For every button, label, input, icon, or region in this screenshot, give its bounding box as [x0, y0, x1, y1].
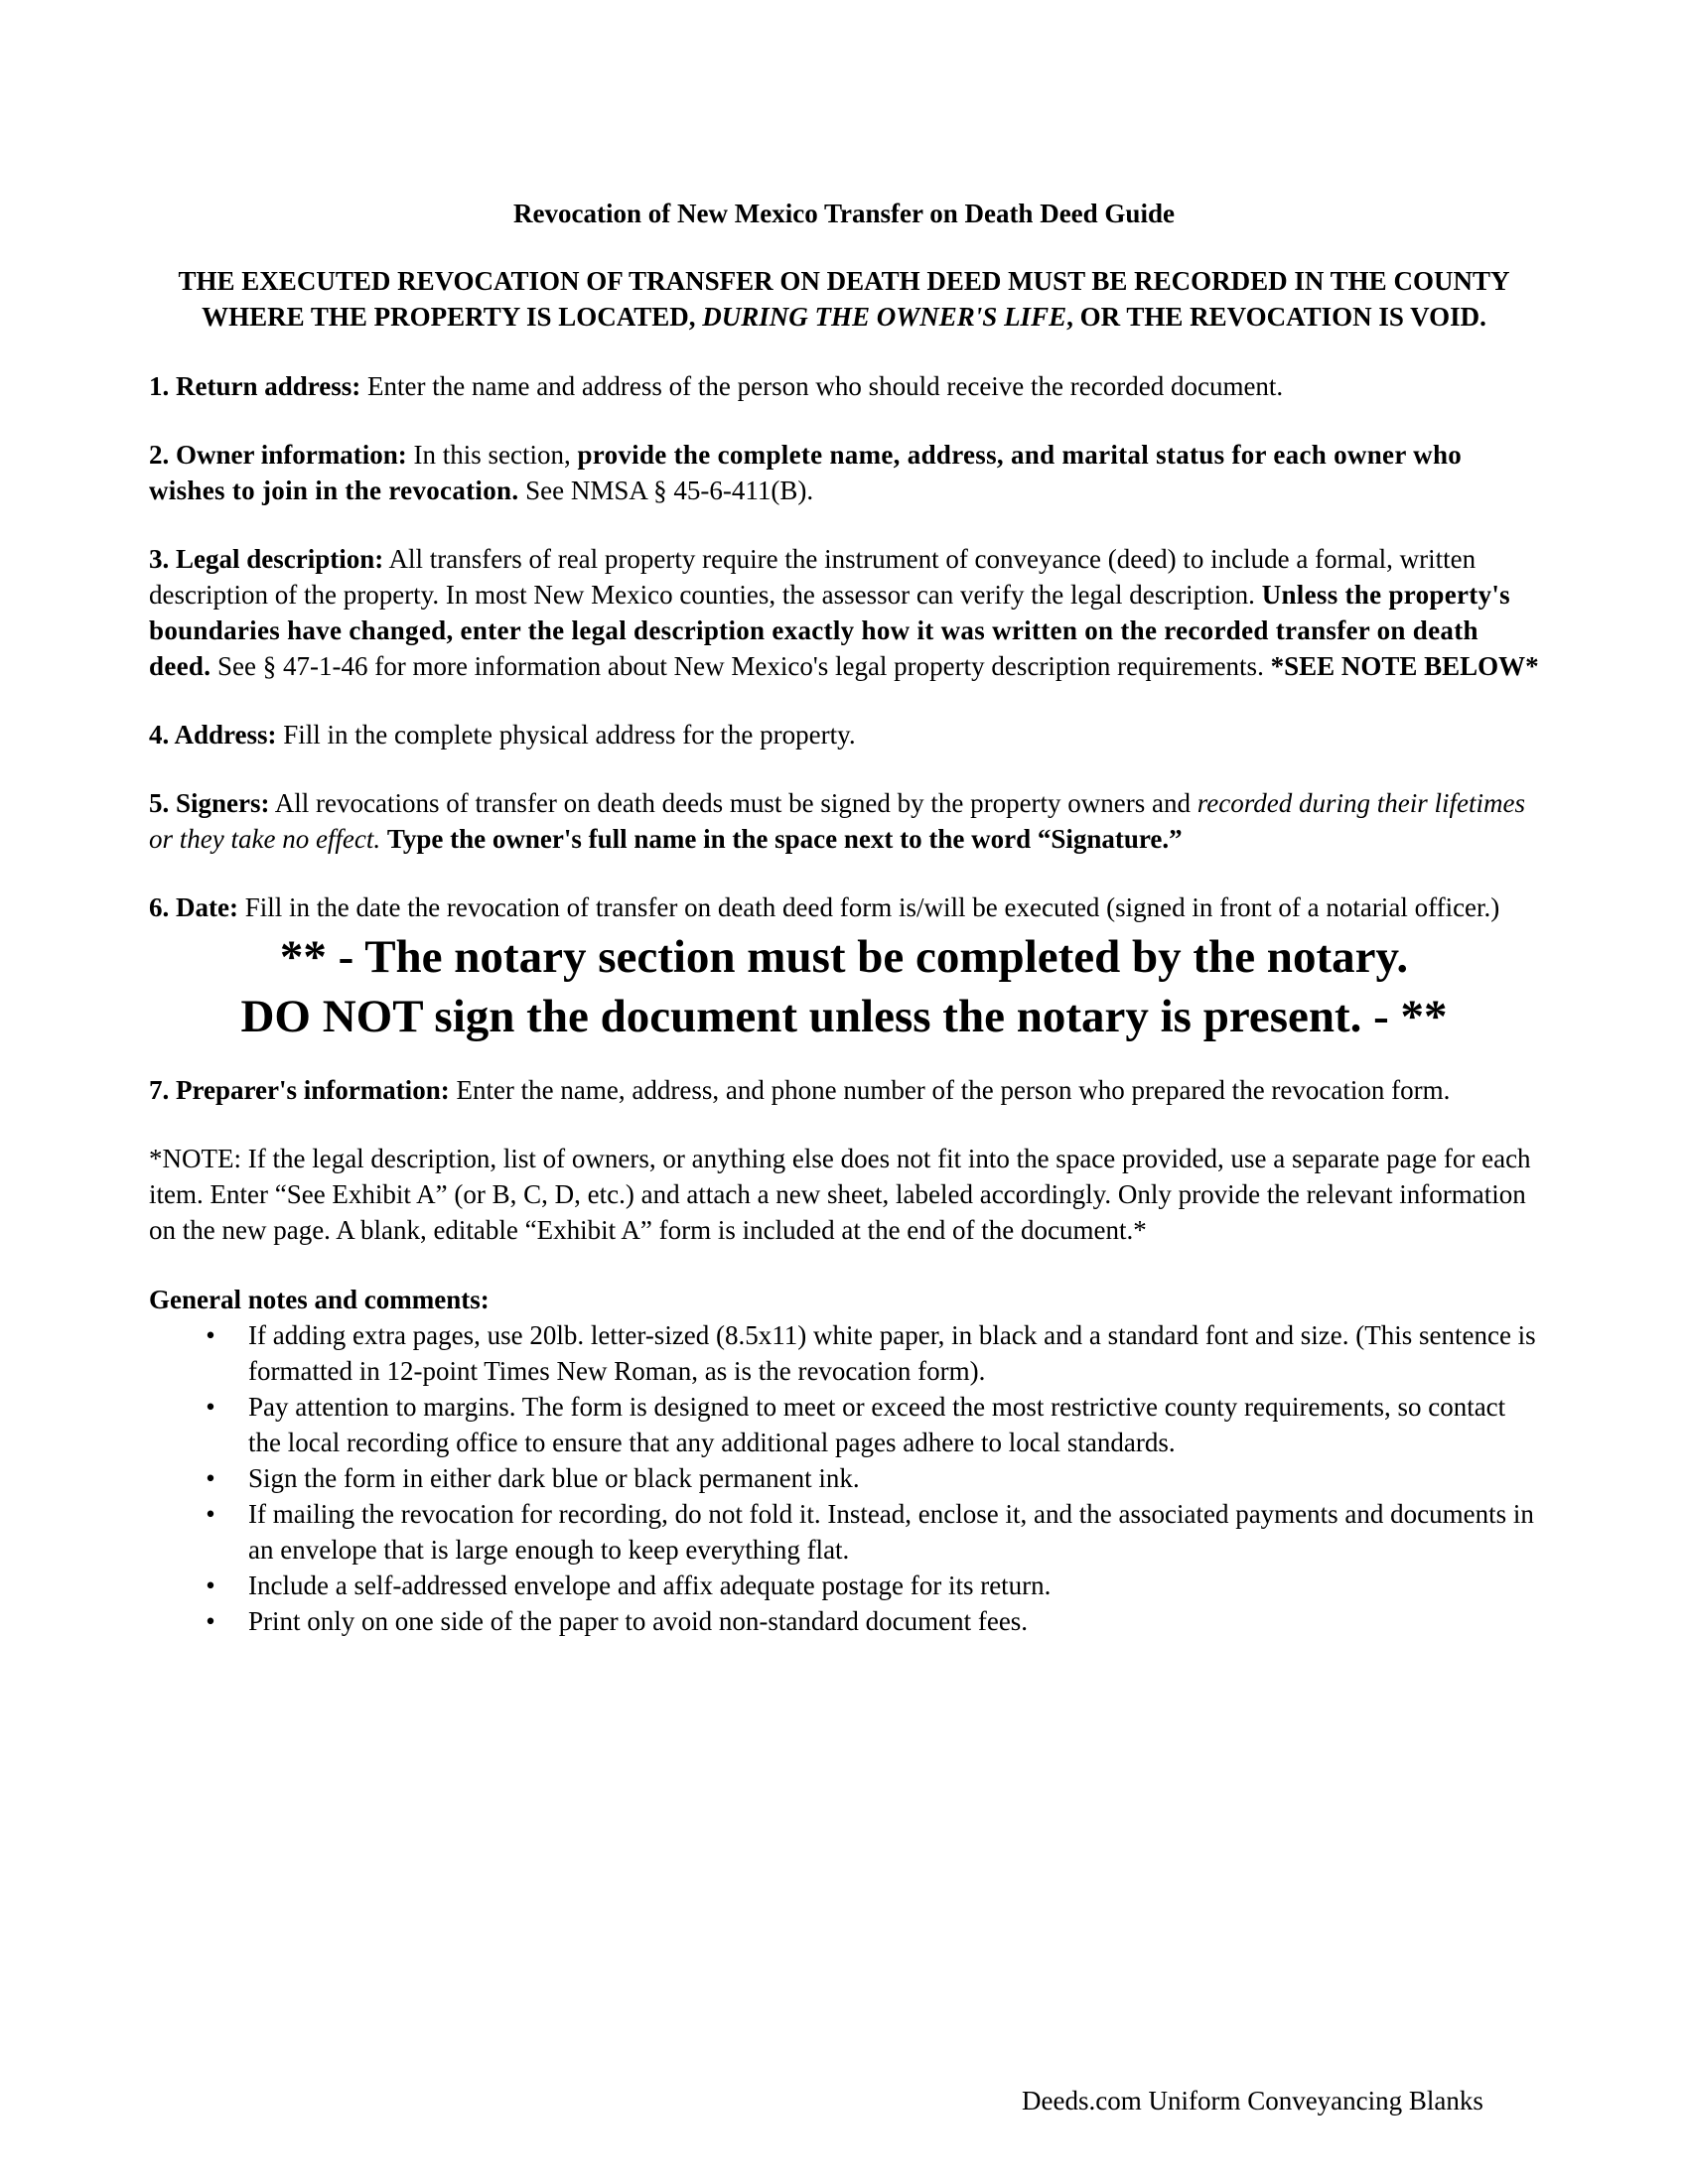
step-text: Fill in the complete physical address for the property.	[276, 720, 856, 750]
list-item-text: If adding extra pages, use 20lb. letter-sized (8.5x11) white paper, in black and a standard font and size. (This sentence is formatted in 12-point Times New Roman, as is the revocation form).	[248, 1320, 1536, 1386]
step-label: 2. Owner information:	[149, 440, 407, 470]
step-label: 1. Return address:	[149, 371, 361, 401]
step-owner-information	[149, 437, 1539, 508]
general-notes-heading: General notes and comments:	[149, 1285, 490, 1314]
warning-italic: DURING THE OWNER'S LIFE	[702, 302, 1067, 332]
step-address	[149, 717, 1539, 752]
step-emphasis: Type the owner's full name in the space next to the word “Signature.”	[386, 824, 1183, 854]
warning-text-1: THE EXECUTED REVOCATION OF TRANSFER ON DEATH DEED MUST BE RECORDED IN THE COUNTY WHERE THE PROPERTY IS LOCATED,	[178, 266, 1510, 332]
list-item-text: Sign the form in either dark blue or black permanent ink.	[248, 1463, 860, 1493]
bullet-icon: •	[206, 1320, 215, 1350]
step-signers	[149, 785, 1539, 857]
step-emphasis: Unless the property's boundaries have changed, enter the legal description exactly how it was written on the recorded transfer on death deed.	[149, 580, 1510, 681]
bullet-icon: •	[206, 1606, 215, 1636]
see-note-below: *SEE NOTE BELOW*	[1270, 651, 1539, 681]
step-text: All transfers of real property require the instrument of conveyance (deed) to include a formal, written description of the property. In most New Mexico counties, the assessor can verify the legal description.	[149, 544, 1477, 610]
list-item-text: Print only on one side of the paper to avoid non-standard document fees.	[248, 1606, 1029, 1636]
step-label: 3. Legal description:	[149, 544, 384, 574]
document-page	[149, 196, 1539, 1639]
notary-warning-line-2: DO NOT sign the document unless the notary is present. - **	[240, 991, 1448, 1042]
document-title: Revocation of New Mexico Transfer on Death Deed Guide	[513, 199, 1175, 228]
step-text: See § 47-1-46 for more information about New Mexico's legal property description requirements.	[211, 651, 1271, 681]
step-text: Enter the name and address of the person who should receive the recorded document.	[360, 371, 1284, 401]
step-text: See NMSA § 45-6-411(B).	[518, 476, 814, 505]
step-return-address	[149, 368, 1539, 404]
bullet-icon: •	[206, 1463, 215, 1493]
step-date	[149, 889, 1539, 925]
notary-warning-line-1: ** - The notary section must be completed by the notary.	[279, 931, 1409, 983]
list-item	[206, 1389, 1539, 1460]
general-notes-list	[149, 1317, 1539, 1639]
list-item-text: Pay attention to margins. The form is designed to meet or exceed the most restrictive county requirements, so contact the local recording office to ensure that any additional pages adhere to local standards.	[248, 1392, 1506, 1457]
bullet-icon: •	[206, 1392, 215, 1422]
notary-warning	[149, 927, 1539, 1046]
exhibit-note	[149, 1141, 1539, 1248]
list-item	[206, 1460, 1539, 1496]
step-italic: recorded during their lifetimes or they take no effect.	[149, 788, 1525, 854]
note-text: If the legal description, list of owners, or anything else does not fit into the space provided, use a separate page for each item. Enter “See Exhibit A” (or B, C, D, etc.) and attach a new sheet, labeled accordingly. Only provide the relevant information on the new page. A blank, editable “Exhibit A” form is included at the end of the document.*	[149, 1144, 1531, 1245]
list-item	[206, 1496, 1539, 1568]
step-legal-description	[149, 541, 1539, 684]
list-item-text: Include a self-addressed envelope and affix adequate postage for its return.	[248, 1570, 1052, 1600]
bullet-icon: •	[206, 1499, 215, 1529]
recording-warning	[149, 263, 1539, 335]
step-label: 7. Preparer's information:	[149, 1075, 450, 1105]
note-label: *NOTE:	[149, 1144, 241, 1173]
list-item-text: If mailing the revocation for recording, do not fold it. Instead, enclose it, and the associated payments and documents in an envelope that is large enough to keep everything flat.	[248, 1499, 1534, 1565]
step-text: In this section,	[406, 440, 578, 470]
step-text: All revocations of transfer on death deeds must be signed by the property owners and	[269, 788, 1197, 818]
step-preparer-information	[149, 1072, 1539, 1108]
bullet-icon: •	[206, 1570, 215, 1600]
step-label: 6. Date:	[149, 892, 238, 922]
step-text: Fill in the date the revocation of transfer on death deed form is/will be executed (signed in front of a notarial officer.)	[237, 892, 1500, 922]
step-text	[380, 824, 387, 854]
footer-branding: Deeds.com Uniform Conveyancing Blanks	[1022, 2086, 1483, 2116]
step-emphasis: provide the complete name, address, and marital status for each owner who wishes to join in the revocation.	[149, 440, 1463, 505]
step-label: 5. Signers:	[149, 788, 270, 818]
list-item	[206, 1317, 1539, 1389]
step-label: 4. Address:	[149, 720, 277, 750]
list-item	[206, 1568, 1539, 1603]
warning-text-2: , OR THE REVOCATION IS VOID.	[1066, 302, 1486, 332]
step-text: Enter the name, address, and phone number of the person who prepared the revocation form.	[449, 1075, 1451, 1105]
list-item	[206, 1603, 1539, 1639]
